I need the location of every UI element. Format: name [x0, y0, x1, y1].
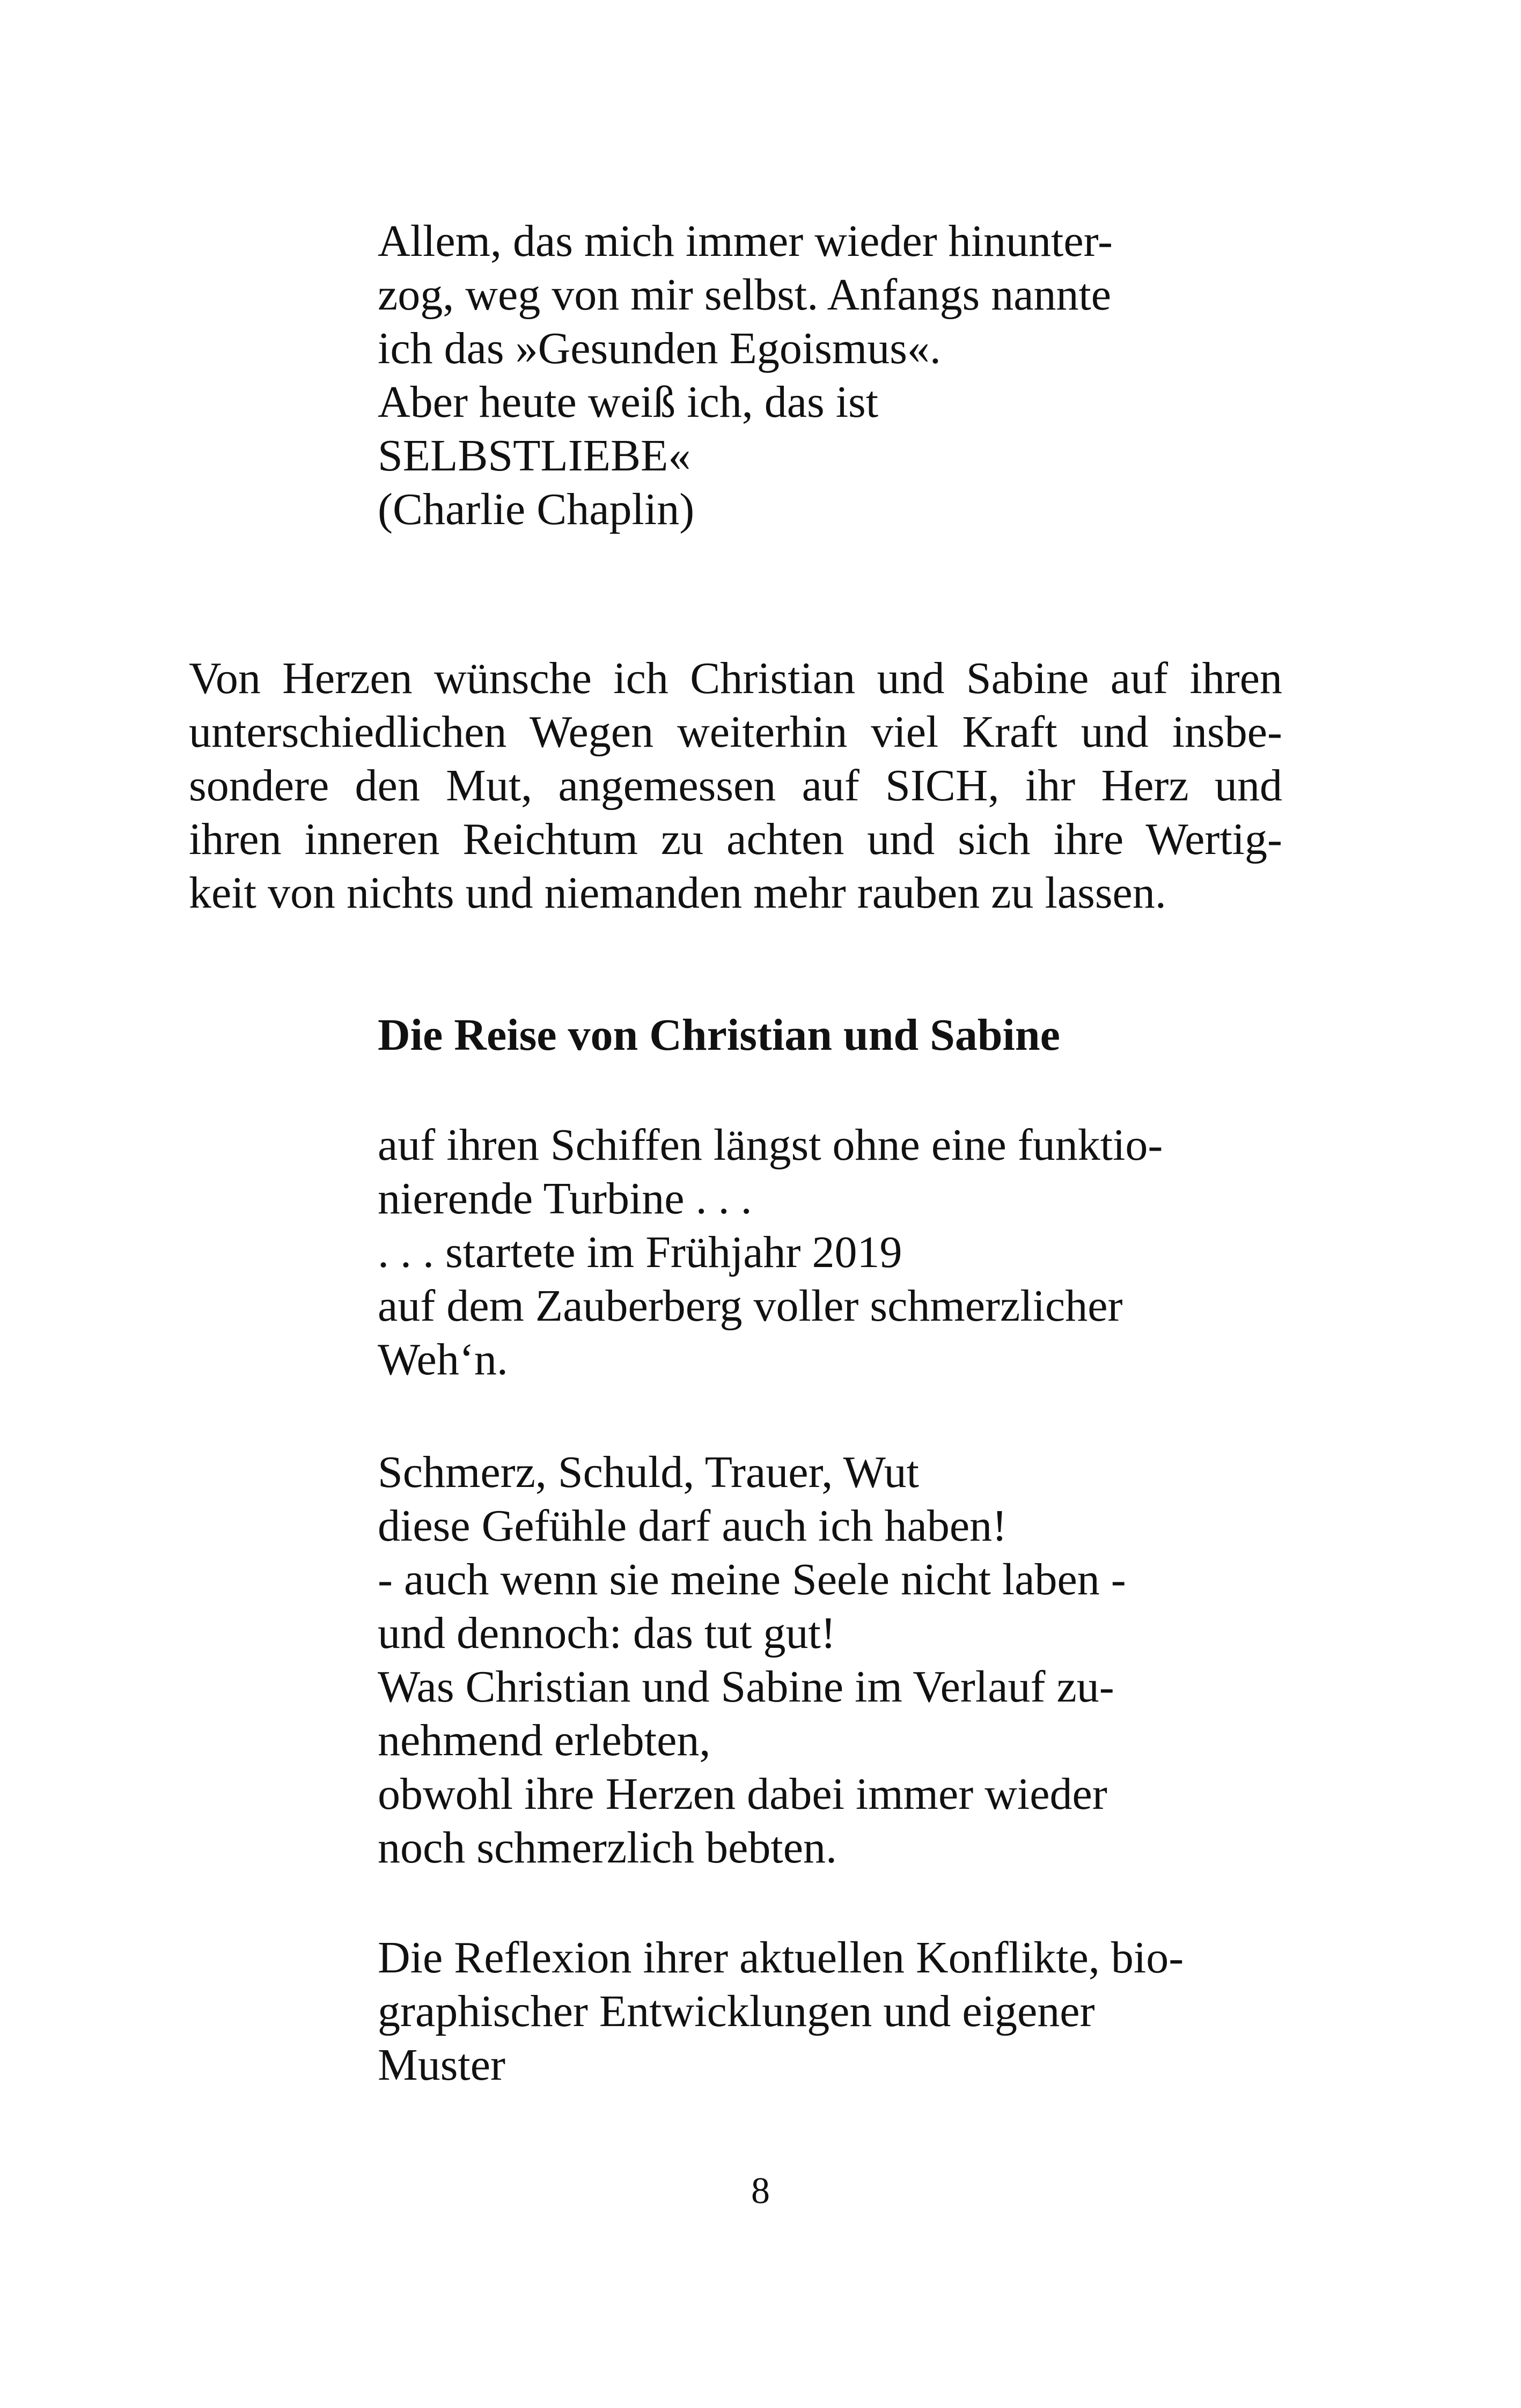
poem-line: nierende Turbine . . .	[378, 1174, 752, 1224]
paragraph-line: sondere den Mut, angemessen auf SICH, ihr Herz und	[189, 761, 1282, 811]
quote-line: Allem, das mich immer wieder hinunter-	[378, 216, 1113, 266]
poem-line: auf dem Zauberberg voller schmerzlicher	[378, 1281, 1123, 1331]
poem-line: obwohl ihre Herzen dabei immer wieder	[378, 1769, 1107, 1819]
poem-line: und dennoch: das tut gut!	[378, 1608, 836, 1658]
quote-line: zog, weg von mir selbst. Anfangs nannte	[378, 270, 1112, 320]
poem-line: Muster	[378, 2040, 505, 2090]
poem-line: Schmerz, Schuld, Trauer, Wut	[378, 1447, 919, 1497]
quote-line: Aber heute weiß ich, das ist	[378, 377, 879, 427]
poem-line: . . . startete im Frühjahr 2019	[378, 1227, 902, 1277]
poem-line: diese Gefühle darf auch ich haben!	[378, 1501, 1008, 1551]
quote-attribution: (Charlie Chaplin)	[378, 484, 695, 534]
poem-line: nehmend erlebten,	[378, 1715, 711, 1765]
paragraph-line: ihren inneren Reichtum zu achten und sich ihre Wertig-	[189, 814, 1282, 864]
poem-line: Die Reflexion ihrer aktuellen Konflikte, bio-	[378, 1933, 1184, 1983]
quote-line: ich das »Gesunden Egoismus«.	[378, 323, 941, 373]
paragraph-line: Von Herzen wünsche ich Christian und Sabine auf ihren	[189, 653, 1282, 703]
poem-line: auf ihren Schiffen längst ohne eine funktio-	[378, 1120, 1163, 1170]
paragraph-line: unterschiedlichen Wegen weiterhin viel Kraft und insbe-	[189, 707, 1282, 757]
poem-line: Was Christian und Sabine im Verlauf zu-	[378, 1662, 1114, 1712]
paragraph-line: keit von nichts und niemanden mehr rauben zu lassen.	[189, 868, 1166, 918]
poem-line: Weh‘n.	[378, 1335, 508, 1385]
poem-line: noch schmerzlich bebten.	[378, 1823, 837, 1873]
poem-line: graphischer Entwicklungen und eigener	[378, 1986, 1095, 2036]
quote-line: SELBSTLIEBE«	[378, 431, 691, 481]
poem-title: Die Reise von Christian und Sabine	[378, 1010, 1060, 1060]
page-number: 8	[751, 2170, 770, 2212]
poem-line: - auch wenn sie meine Seele nicht laben -	[378, 1555, 1126, 1604]
